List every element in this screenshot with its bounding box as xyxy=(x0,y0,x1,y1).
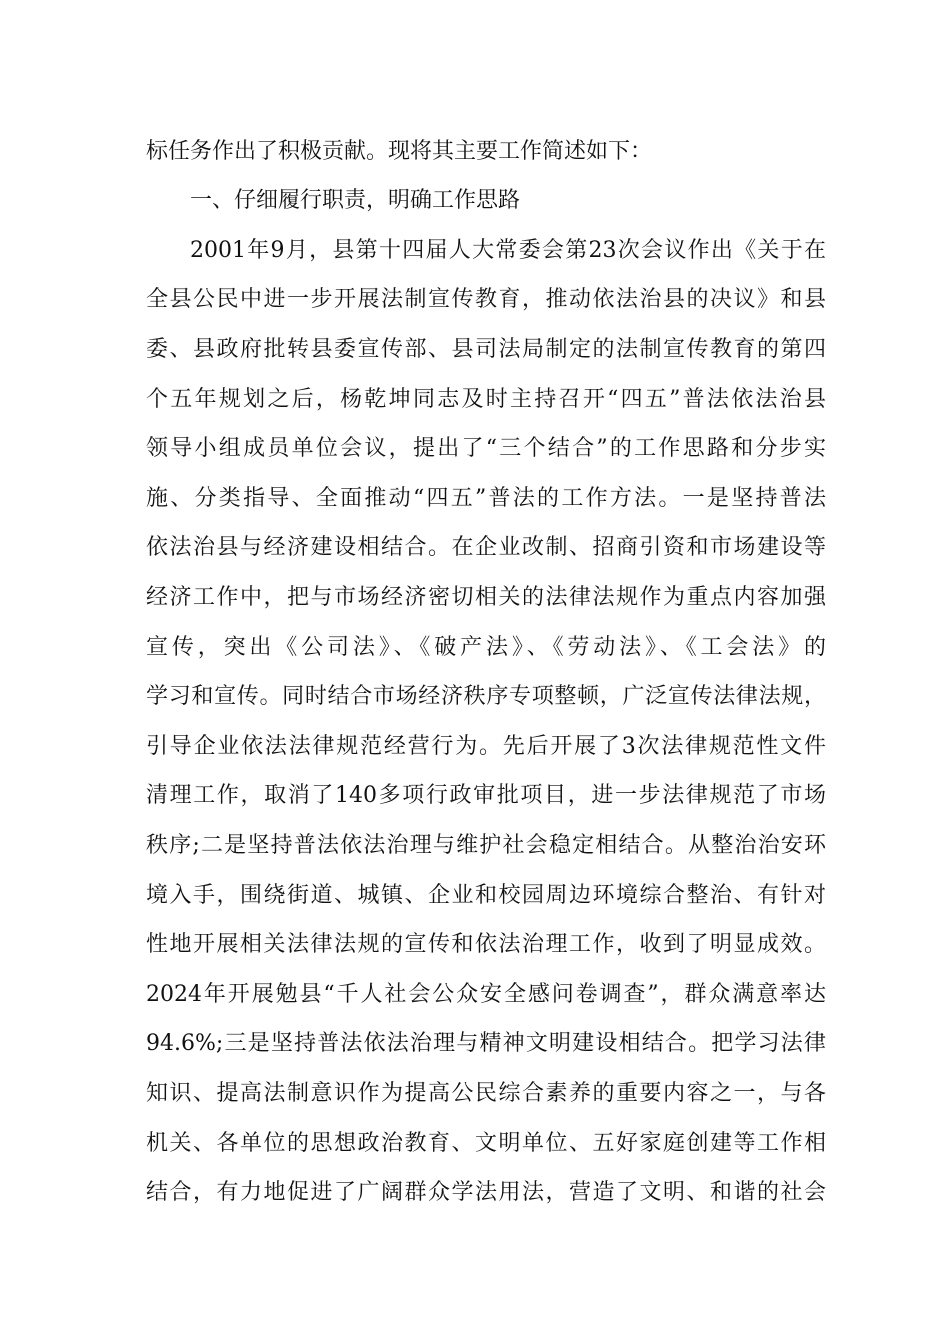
text-line-16: 境入手，围绕街道、城镇、企业和校园周边环境综合整治、有针对 xyxy=(146,883,826,908)
text-line-18: 2024年开展勉县“千人社会公众安全感问卷调查”，群众满意率达 xyxy=(146,982,826,1007)
text-line-8: 施、分类指导、全面推动“四五”普法的工作方法。一是坚持普法 xyxy=(146,486,826,511)
text-line-7: 领导小组成员单位会议，提出了“三个结合”的工作思路和分步实 xyxy=(146,436,826,461)
text-line-21: 机关、各单位的思想政治教育、文明单位、五好家庭创建等工作相 xyxy=(146,1131,826,1156)
text-line-20: 知识、提高法制意识作为提高公民综合素养的重要内容之一，与各 xyxy=(146,1081,826,1106)
text-line-22: 结合，有力地促进了广阔群众学法用法，营造了文明、和谐的社会 xyxy=(146,1180,826,1205)
text-line-3: 2001年9月，县第十四届人大常委会第23次会议作出《关于在 xyxy=(190,238,826,263)
text-line-4: 全县公民中进一步开展法制宣传教育，推动依法治县的决议》和县 xyxy=(146,287,826,312)
text-line-17: 性地开展相关法律法规的宣传和依法治理工作，收到了明显成效。 xyxy=(146,932,826,957)
text-line-13: 引导企业依法法律规范经营行为。先后开展了3次法律规范性文件 xyxy=(146,734,826,759)
text-line-15: 秩序;二是坚持普法依法治理与维护社会稳定相结合。从整治治安环 xyxy=(146,833,826,858)
text-line-12: 学习和宣传。同时结合市场经济秩序专项整顿，广泛宣传法律法规， xyxy=(146,684,826,709)
section-heading: 一、仔细履行职责，明确工作思路 xyxy=(190,188,521,213)
text-line-1: 标任务作出了积极贡献。现将其主要工作简述如下： xyxy=(146,139,653,164)
text-line-6: 个五年规划之后，杨乾坤同志及时主持召开“四五”普法依法治县 xyxy=(146,387,826,412)
text-line-11: 宣传，突出《公司法》、《破产法》、《劳动法》、《工会法》的 xyxy=(146,635,826,660)
text-line-19: 94.6%;三是坚持普法依法治理与精神文明建设相结合。把学习法律 xyxy=(146,1031,826,1056)
text-line-9: 依法治县与经济建设相结合。在企业改制、招商引资和市场建设等 xyxy=(146,535,826,560)
text-line-10: 经济工作中，把与市场经济密切相关的法律法规作为重点内容加强 xyxy=(146,585,826,610)
text-line-5: 委、县政府批转县委宣传部、县司法局制定的法制宣传教育的第四 xyxy=(146,337,826,362)
text-line-14: 清理工作，取消了140多项行政审批项目，进一步法律规范了市场 xyxy=(146,783,826,808)
